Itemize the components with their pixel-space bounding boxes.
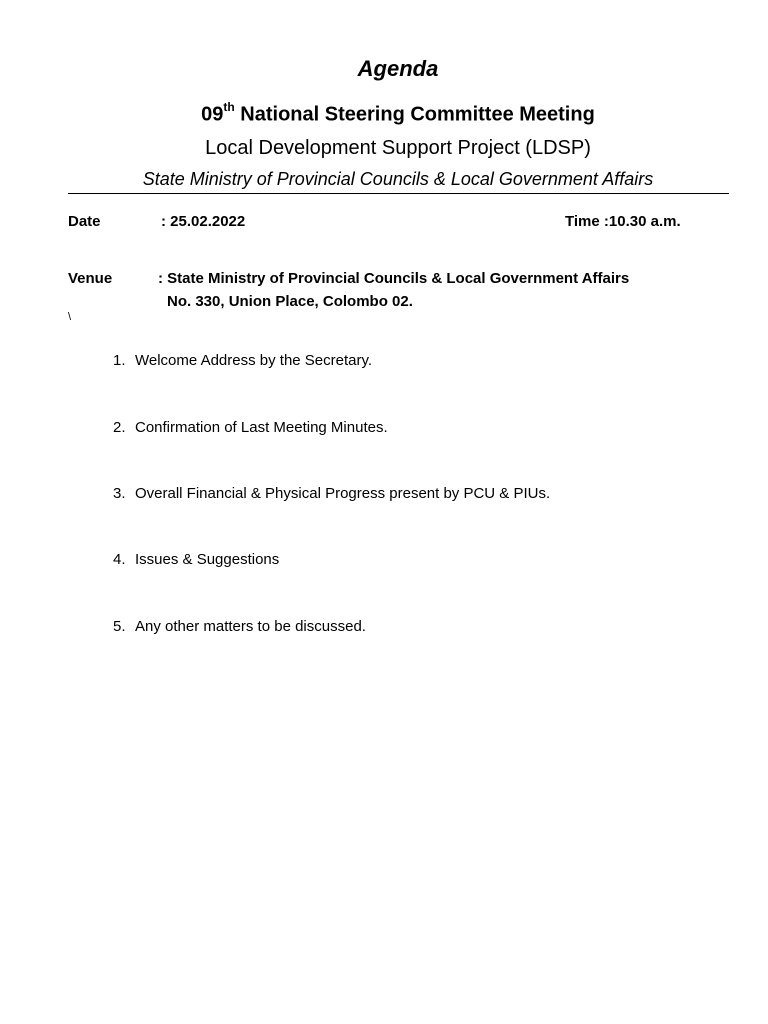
agenda-item-text: Any other matters to be discussed. bbox=[135, 618, 366, 635]
agenda-item-text: Overall Financial & Physical Progress present by PCU & PIUs. bbox=[135, 485, 551, 502]
date-label: Date bbox=[68, 213, 101, 230]
venue-line-1: : State Ministry of Provincial Councils & Local Government Affairs bbox=[158, 270, 630, 287]
venue-line-2: No. 330, Union Place, Colombo 02. bbox=[167, 293, 413, 310]
meeting-ordinal-suffix: th bbox=[223, 100, 235, 114]
project-name: Local Development Support Project (LDSP) bbox=[205, 137, 591, 159]
venue-label: Venue bbox=[68, 270, 113, 287]
agenda-item-number: 4. bbox=[113, 551, 126, 568]
agenda-item-text: Confirmation of Last Meeting Minutes. bbox=[135, 419, 388, 436]
agenda-item-text: Welcome Address by the Secretary. bbox=[135, 352, 373, 369]
date-value: : 25.02.2022 bbox=[161, 213, 246, 230]
time-field bbox=[565, 213, 681, 230]
ministry-name: State Ministry of Provincial Councils & Local Government Affairs bbox=[142, 169, 654, 189]
meeting-title bbox=[0, 102, 768, 127]
agenda-item-number: 1. bbox=[113, 352, 126, 369]
meeting-ordinal: 09 bbox=[201, 103, 224, 126]
stray-mark: \ bbox=[68, 311, 72, 323]
time-label: Time : bbox=[565, 213, 609, 230]
header-divider bbox=[68, 193, 729, 194]
meeting-title-text: National Steering Committee Meeting bbox=[234, 103, 595, 126]
agenda-item-number: 2. bbox=[113, 419, 126, 436]
agenda-item-number: 5. bbox=[113, 618, 126, 635]
agenda-heading: Agenda bbox=[357, 56, 439, 81]
agenda-item-text: Issues & Suggestions bbox=[135, 551, 280, 568]
agenda-item-number: 3. bbox=[113, 485, 126, 502]
time-value: 10.30 a.m. bbox=[608, 213, 681, 230]
